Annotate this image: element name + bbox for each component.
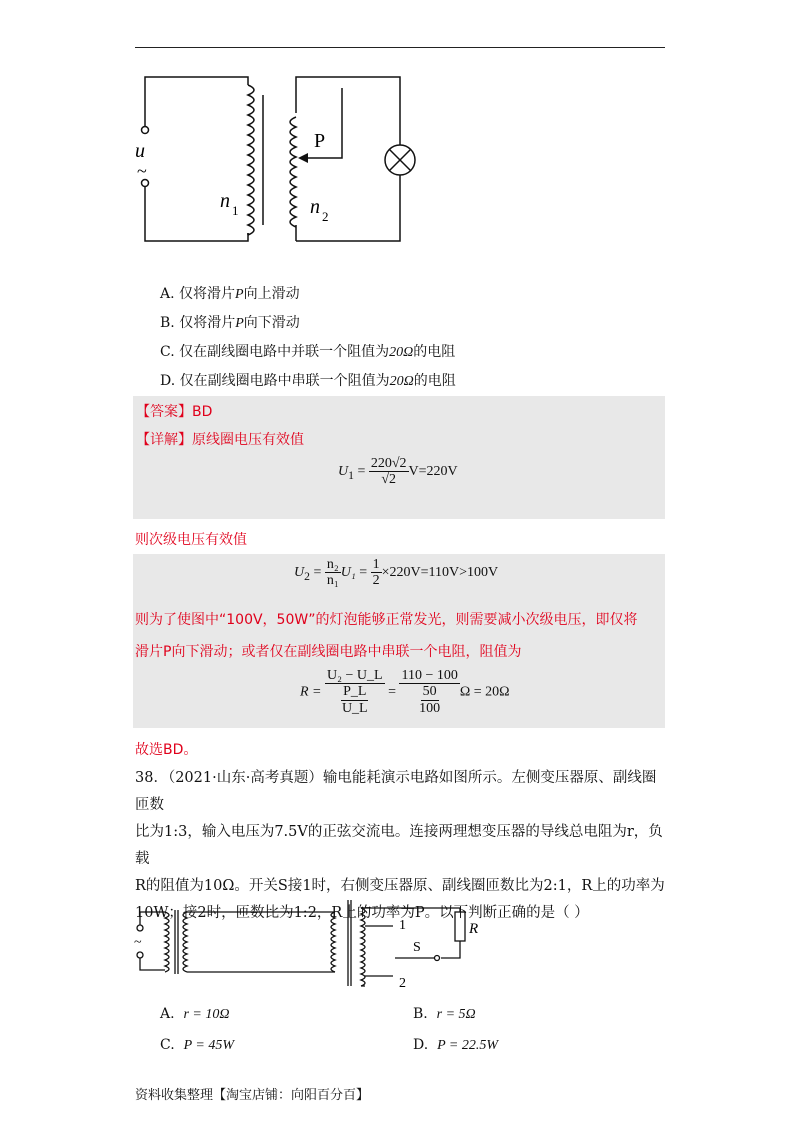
option-d-38[interactable]: D. P = 22.5W xyxy=(413,1037,499,1053)
n2-label: n xyxy=(310,196,320,218)
answer-line: 【答案】BD xyxy=(136,404,213,420)
question-line-3: R的阻值为10Ω。开关S接1时，右侧变压器原、副线圈匝数比为2:1，R上的功率为 xyxy=(135,878,665,894)
explanation-line-1: 则为了使图中“100V，50W”的灯泡能够正常发光，则需要减小次级电压，即仅将 xyxy=(135,612,638,628)
terminal-2-label: 2 xyxy=(399,976,406,991)
transformer-circuit-diagram xyxy=(120,65,440,255)
transmission-circuit-diagram xyxy=(125,898,505,998)
terminal-1-label: 1 xyxy=(399,918,406,933)
option-c[interactable]: C. 仅在副线圈电路中并联一个阻值为20Ω的电阻 xyxy=(160,344,456,360)
equation-u1: $U_1$ = $\frac{220√2}{√2}$ V=220V xyxy=(338,456,458,488)
option-b[interactable]: B. 仅将滑片P向下滑动 xyxy=(160,315,300,331)
option-b-38[interactable]: B. r = 5Ω xyxy=(413,1006,476,1022)
detail-line: 【详解】原线圈电压有效值 xyxy=(136,432,304,448)
question-line-1: 38．（2021·山东·高考真题）输电能耗演示电路如图所示。左侧变压器原、副线圈匝数 xyxy=(135,770,657,813)
n1-subscript: 1 xyxy=(232,203,239,218)
ac-source-symbol: ~ xyxy=(134,935,142,950)
resistor-r-label: R xyxy=(469,921,479,937)
option-a-38[interactable]: A. r = 10Ω xyxy=(160,1006,230,1022)
header-rule xyxy=(135,47,665,48)
option-c-38[interactable]: C. P = 45W xyxy=(160,1037,234,1053)
switch-s-label: S xyxy=(413,940,421,955)
slider-p-label: P xyxy=(314,130,326,152)
equation-u2: $U_2$ = $\frac{\text{n₂}}{\text{n₁}}$ U₁ = $\frac{1}{2}$ ×220V=110V>100V xyxy=(294,557,499,589)
n1-label: n xyxy=(220,190,230,212)
secondary-voltage-text: 则次级电压有效值 xyxy=(135,532,247,548)
equation-r: R = $\frac{\text{U₂ − U\_L}}{\frac{P\_L}{U\_L}}$ = $\frac{110 - 100}{\frac{50}{100}}$ Ω = 20Ω xyxy=(300,668,510,716)
n2-subscript: 2 xyxy=(322,209,329,224)
conclusion-text: 故选BD。 xyxy=(135,742,198,758)
option-a[interactable]: A. 仅将滑片P向上滑动 xyxy=(160,286,300,302)
footer-source: 资料收集整理【淘宝店铺：向阳百分百】 xyxy=(135,1088,370,1103)
ac-symbol: ~ xyxy=(137,161,147,181)
explanation-line-2: 滑片P向下滑动；或者仅在副线圈电路中串联一个电阻，阻值为 xyxy=(135,644,522,660)
option-d[interactable]: D. 仅在副线圈电路中串联一个阻值为20Ω的电阻 xyxy=(160,373,456,389)
voltage-label: u xyxy=(135,140,145,162)
question-line-4: 10W；接2时，匝数比为1:2，R上的功率为P。以下判断正确的是（ ） xyxy=(135,905,589,921)
question-line-2: 比为1:3，输入电压为7.5V的正弦交流电。连接两理想变压器的导线总电阻为r，负载 xyxy=(135,824,663,867)
